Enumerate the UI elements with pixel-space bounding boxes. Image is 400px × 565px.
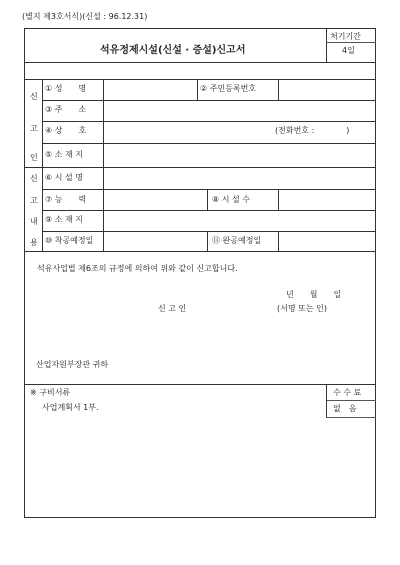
- resident-number-label: ② 주민등록번호: [200, 84, 257, 93]
- start-date-label: ⑩ 착공예정일: [45, 236, 94, 245]
- trade-name-label: ④ 상 호: [45, 126, 87, 135]
- capacity-label: ⑦ 능 력: [45, 195, 87, 204]
- facility-group-char-3: 내: [30, 217, 38, 226]
- phone-label: (전화번호 : ): [275, 126, 350, 135]
- form-number-label: (별지 제3호서식)(신설 : 96.12.31): [22, 12, 148, 21]
- facility-group-char-2: 고: [30, 196, 38, 205]
- facility-group-char-4: 용: [30, 238, 38, 247]
- signature-note: (서명 또는 인): [277, 304, 327, 313]
- reporter-signature-label: 신 고 인: [158, 304, 187, 313]
- completion-date-label: ⑪ 완공예정일: [212, 236, 262, 245]
- processing-value: 4일: [342, 46, 355, 55]
- facility-location-label: ⑨ 소 재 지: [45, 215, 83, 224]
- processing-label: 처기기간: [330, 32, 361, 41]
- date-line: 년 월 일: [286, 290, 342, 299]
- addressee: 산업자원부장관 귀하: [36, 360, 109, 369]
- fee-value: 없 음: [333, 404, 357, 413]
- reporter-group-char-3: 인: [30, 153, 38, 162]
- facility-name-label: ⑥ 시 설 명: [45, 173, 83, 182]
- location-label: ⑤ 소 재 지: [45, 150, 83, 159]
- facility-group-char-1: 신: [30, 174, 38, 183]
- reporter-group-char-1: 신: [30, 92, 38, 101]
- declaration-statement: 석유사업법 제6조의 규정에 의하여 위와 같이 신고합니다.: [37, 264, 238, 273]
- required-documents-item: 사업계획서 1부.: [42, 403, 99, 412]
- form-title: 석유정제시설(신설 · 증설)신고서: [100, 45, 246, 56]
- reporter-group-char-2: 고: [30, 124, 38, 133]
- facility-count-label: ⑧ 시 설 수: [212, 195, 250, 204]
- required-documents-header: ※ 구비서류: [30, 388, 71, 397]
- address-label: ③ 주 소: [45, 105, 87, 114]
- name-label: ① 성 명: [45, 84, 87, 93]
- fee-label: 수 수 료: [333, 388, 362, 397]
